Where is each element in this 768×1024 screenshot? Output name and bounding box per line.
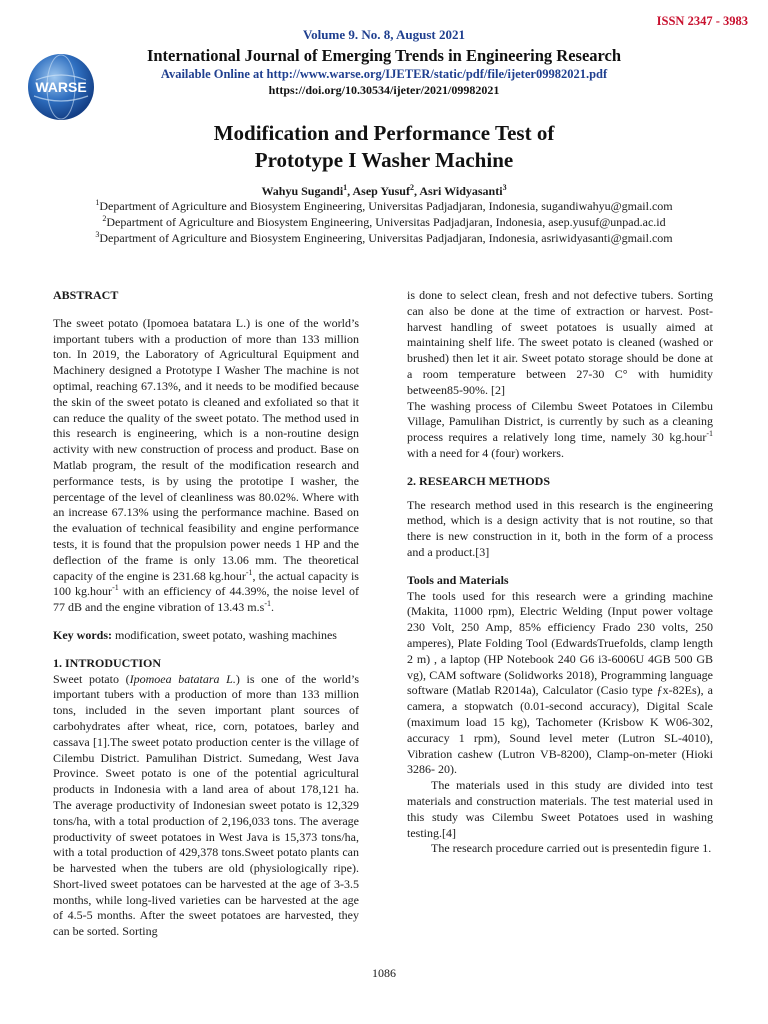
affiliation-2-text: Department of Agriculture and Biosystem Engineering, Universitas Padjadjaran, Indonesia, asep.yusuf@unpad.ac.id (106, 215, 666, 229)
affiliations (0, 198, 768, 246)
warse-logo-icon (26, 52, 96, 122)
abstract-text-b: , the actual capacity is 100 kg.hour (53, 568, 359, 599)
title-line-1: Modification and Performance Test of (213, 121, 555, 145)
volume-info: Volume 9. No. 8, August 2021 (302, 27, 466, 42)
abstract-sup-2: -1 (112, 583, 119, 593)
affiliation-3-sup: 3 (95, 230, 100, 239)
logo-text: WARSE (35, 79, 87, 95)
methods-heading: 2. RESEARCH METHODS (407, 473, 551, 488)
abstract-text-a: The sweet potato (Ipomoea batatara L.) is one of the world’s important tubers with a production of more than 133 million ton. In 2019, the Laboratory of Agricultural Equipment and Machinery designed a Prototype I Washer The machine is not optimal, reaching 67.13%, and it needs to be modified because the skin of the sweet potato is cleaned and exfoliated so that it can reduce the quality of the sweet potato. The method used in this research is engineering, which is a non-routine design activity with new construction of process and product. Base on Matlab program, the result of the modification research and performance tests, is by using the prototipe I washer, the percentage of the level of cleanliness was 80.02%. Where with an increase 67.13% using the performance machine. Based on the evaluation of technical feasibility and engine performance tests, it is found that the propulsion power needs 1 HP and the deflection of the frame is only 13.06 mm. The theoretical capacity of the engine is 231.68 kg.hour (53, 315, 359, 583)
issn: ISSN 2347 - 3983 (656, 14, 748, 28)
page-number: 1086 (372, 966, 396, 980)
intro-p3-text-a: The washing process of Cilembu Sweet Potatoes in Cilembu Village, Pamulihan District, is currently by such as a cleaning process requires a relatively long time, namely 30 kg.hour (407, 398, 713, 445)
author-1: Wahyu Sugandi (261, 184, 344, 198)
author-list (0, 184, 768, 199)
methods-paragraph-1: The research method used in this research is the engineering method, which is a design activity that is not routine, so that there is new construction in it, both in the form of a process and a product.[3] (407, 497, 713, 559)
affiliation-3 (0, 230, 768, 246)
introduction-heading: 1. INTRODUCTION (53, 655, 162, 670)
available-online-link[interactable]: Available Online at http://www.warse.org/IJETER/static/pdf/file/ijeter09982021.pdf (160, 67, 608, 81)
affiliation-1-text: Department of Agriculture and Biosystem Engineering, Universitas Padjadjaran, Indonesia, sugandiwahyu@gmail.com (99, 199, 673, 213)
author-3: Asri Widyasanti (419, 184, 503, 198)
right-column (407, 288, 713, 857)
affiliation-1 (0, 198, 768, 214)
affiliation-3-text: Department of Agriculture and Biosystem Engineering, Universitas Padjadjaran, Indonesia, asriwidyasanti@gmail.com (99, 231, 673, 245)
abstract-text-c: with an efficiency of 44.39%, the noise level of 77 dB and the engine vibration of 13.43 m.s (53, 584, 359, 615)
journal-title: International Journal of Emerging Trends in Engineering Research (146, 46, 622, 65)
abstract-sup-1: -1 (245, 567, 253, 577)
intro-text-a: Sweet potato ( (53, 671, 130, 686)
author-3-sup: 3 (502, 183, 507, 192)
keywords-text: modification, sweet potato, washing machines (112, 627, 337, 642)
abstract-sup-3: -1 (264, 599, 271, 609)
doi-link[interactable]: https://doi.org/10.30534/ijeter/2021/09982021 (268, 83, 500, 97)
paper-title (0, 120, 768, 174)
affiliation-1-sup: 1 (95, 198, 100, 207)
author-1-sup: 1 (343, 183, 348, 192)
introduction-paragraph-2: is done to select clean, fresh and not defective tubers. Sorting can also be done at the time of extraction or harvest. Post-harvest handling of sweet potatoes is usually aimed at maintaining shelf life. The sweet potato is cleaned (washed or brushed) then let it air. Sweet potato storage should be done at a room temperature between 27-30 C° with humidity between85-90%. [2] (407, 288, 713, 397)
introduction-paragraph-3 (407, 399, 713, 462)
intro-species-name: Ipomoea batatara L. (129, 671, 236, 686)
author-2: Asep Yusuf (352, 184, 410, 198)
tools-materials-heading: Tools and Materials (407, 572, 509, 587)
methods-paragraph-3: The materials used in this study are divided into test materials and construction materials. The test material used in this study was Cilembu Sweet Potatoes used in washing testing.[4] (407, 778, 713, 840)
abstract-heading: ABSTRACT (53, 288, 119, 302)
methods-paragraph-4: The research procedure carried out is presentedin figure 1. (431, 841, 712, 856)
keywords (53, 628, 359, 644)
author-2-sup: 2 (409, 183, 414, 192)
methods-paragraph-2: The tools used for this research were a grinding machine (Makita, 11000 rpm), Electric Welding (Input power voltage 230 Volt, 250 Amp, 85% efficiency Frado 230 volts, 250 amperes), Plate Folding Tool (EdwardsTruefolds, clamp length 2 m) , a laptop (HP Notebook 240 G6 i3-6006U 4GB 500 GB vg), CAM software (Solidworks 2018), Programming language software (Matlab R2014a), Calculator (Casio type ƒx-82Es), a camera, a stopwatch (0.01-second accuracy), Digital Scale (maximum load 15 kg), Tachometer (Krisbow K W06-302, accuracy 1 rpm), Sound level meter (Lutron SL-4010), Vibration cashew (Lutron VB-8200), Clamp-on-meter (Hioki 3286- 20). (407, 588, 713, 777)
intro-p3-text-b: with a need for 4 (four) workers. (407, 445, 564, 460)
title-line-2: Prototype I Washer Machine (254, 148, 514, 172)
abstract-body (53, 316, 359, 616)
keywords-label: Key words: (53, 627, 112, 642)
affiliation-2-sup: 2 (102, 214, 107, 223)
author-sep-2: , (413, 184, 420, 198)
intro-text-b: ) is one of the world’s important tubers with a production of more than 133 million tons, included in the seven important plant sources of carbohydrates after wheat, rice, corn, potatoes, barley and cassava [1].The sweet potato production center is the village of Cilembu District. Pamulihan District. Sumedang, West Java Province. Sweet potato is one of the potential agricultural products in Indonesia with a land area of about 178,121 ha. The average productivity of Indonesian sweet potato is 12,329 tons/ha, with a total production of 2,196,033 tons. The average productivity of sweet potatoes in West Java is 15,373 tons/ha, with a total production of 429,378 tons.Sweet potato plants can be harvested when the tubers are old (physiologically ripe). Short-lived sweet potatoes can be harvested at the age of 3-3.5 months, while long-lived varieties can be harvested at the age of 4.5-5 months. After the sweet potatoes are harvested, they can be sorted. Sorting (53, 671, 360, 939)
abstract-text-d: . (270, 600, 274, 615)
introduction-paragraph-1 (53, 672, 359, 941)
left-column (53, 288, 359, 940)
intro-p3-sup: -1 (706, 429, 713, 439)
author-sep-1: , (347, 184, 353, 198)
affiliation-2 (0, 214, 768, 230)
